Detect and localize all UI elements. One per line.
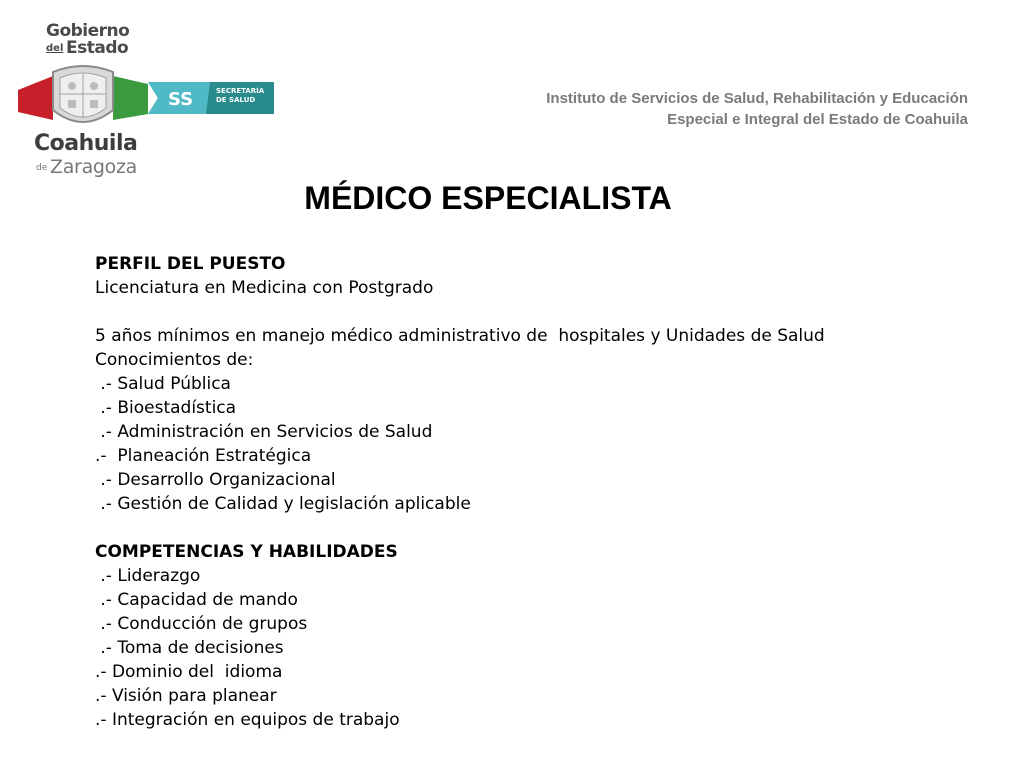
perfil-degree: Licenciatura en Medicina con Postgrado (95, 278, 434, 298)
knowledge-item: .- Planeación Estratégica (95, 446, 312, 466)
competencia-item: .- Visión para planear (95, 686, 277, 706)
logo-de-text: de (36, 163, 48, 173)
secretaria-salud-label: SECRETARÍA DE SALUD (216, 87, 265, 104)
knowledge-heading: Conocimientos de: (95, 350, 254, 370)
competencias-heading: COMPETENCIAS Y HABILIDADES (95, 542, 398, 562)
logo-zaragoza-text: Zaragoza (50, 156, 138, 178)
perfil-heading: PERFIL DEL PUESTO (95, 254, 286, 274)
competencia-item: .- Conducción de grupos (95, 614, 308, 634)
knowledge-item: .- Bioestadística (95, 398, 237, 418)
spacer (95, 300, 975, 324)
job-description (95, 252, 975, 732)
competencia-item: .- Dominio del idioma (95, 662, 283, 682)
perfil-experience: 5 años mínimos en manejo médico administrativo de hospitales y Unidades de Salud (95, 326, 825, 346)
knowledge-item: .- Desarrollo Organizacional (95, 470, 336, 490)
logo-estado-text: Estado (66, 38, 129, 58)
knowledge-item: .- Gestión de Calidad y legislación aplicable (95, 494, 471, 514)
competencia-item: .- Toma de decisiones (95, 638, 284, 658)
institute-line-1: Instituto de Servicios de Salud, Rehabilitación y Educación (546, 90, 968, 107)
institute-line-2: Especial e Integral del Estado de Coahuila (667, 111, 968, 128)
logo-del-text: del (46, 43, 64, 54)
spacer (95, 516, 975, 540)
page-title: MÉDICO ESPECIALISTA (304, 180, 672, 216)
ss-label: SS (168, 89, 194, 110)
logo-gobierno-text: Gobierno (46, 21, 130, 41)
competencia-item: .- Capacidad de mando (95, 590, 298, 610)
competencia-item: .- Liderazgo (95, 566, 201, 586)
knowledge-item: .- Salud Pública (95, 374, 231, 394)
logo-coahuila-text: Coahuila (34, 131, 138, 156)
knowledge-item: .- Administración en Servicios de Salud (95, 422, 433, 442)
government-logo (18, 18, 278, 183)
competencia-item: .- Integración en equipos de trabajo (95, 710, 400, 730)
coat-of-arms-icon (18, 62, 148, 132)
institute-name (546, 88, 968, 130)
